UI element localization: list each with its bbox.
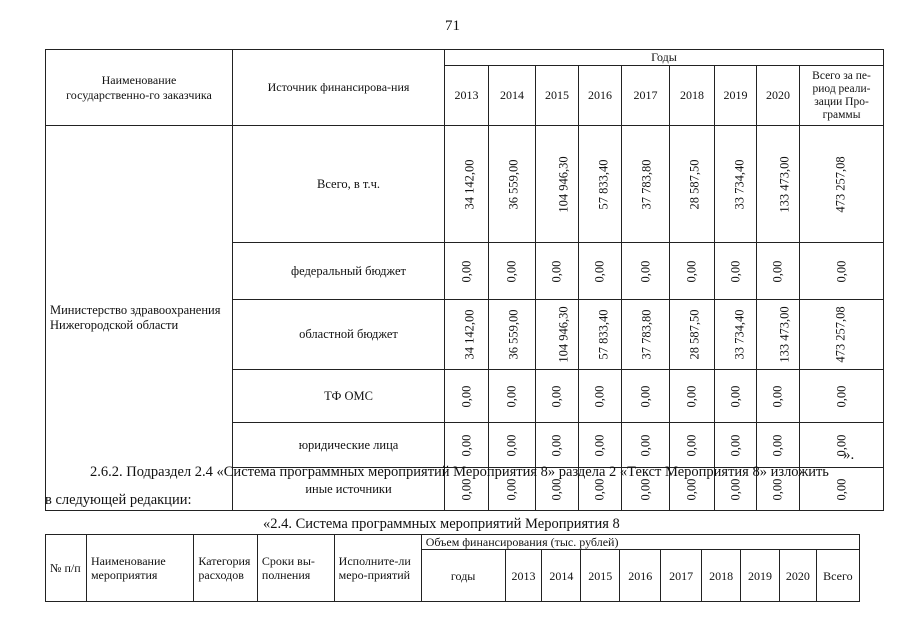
value-text: 473 257,08 <box>834 306 848 363</box>
value-cell <box>757 300 800 370</box>
value-text: 133 473,00 <box>777 306 792 363</box>
value-text: 28 587,50 <box>687 159 702 209</box>
paragraph-line2: в следующей редакции: <box>45 492 192 508</box>
source-cell: юридические лица <box>233 423 445 468</box>
value-text: 0,00 <box>459 260 473 282</box>
customer-name: Министерство здравоохранения Нижегородской области <box>46 126 233 511</box>
header-source: Источник финансирова-ния <box>233 50 445 126</box>
value-text: 36 559,00 <box>506 159 521 209</box>
header-terms: Сроки вы-полнения <box>257 535 334 602</box>
value-cell <box>670 300 715 370</box>
value-text: 0,00 <box>504 385 519 407</box>
value-cell <box>445 300 489 370</box>
value-cell <box>622 126 670 243</box>
value-cell <box>757 423 800 468</box>
header-total: Всего <box>816 550 859 602</box>
header-executors: Исполните-ли меро-приятий <box>334 535 421 602</box>
measures-table <box>45 534 860 602</box>
value-text: 37 783,80 <box>639 309 654 360</box>
header-year: 2018 <box>670 66 715 126</box>
header-year: 2020 <box>757 66 800 126</box>
header-years-col: годы <box>421 550 505 602</box>
value-text: 0,00 <box>638 434 652 456</box>
value-cell <box>622 243 670 300</box>
value-text: 0,00 <box>728 478 742 500</box>
value-cell <box>715 300 757 370</box>
value-text: 104 946,30 <box>556 155 571 213</box>
header-year: 2019 <box>715 66 757 126</box>
value-text: 0,00 <box>592 434 607 456</box>
value-text: 0,00 <box>834 478 848 500</box>
value-cell <box>579 243 622 300</box>
header-year: 2018 <box>702 550 741 602</box>
value-cell <box>489 423 536 468</box>
header-category: Категория расходов <box>194 535 257 602</box>
header-name: Наименование мероприятия <box>86 535 193 602</box>
value-text: 0,00 <box>770 260 785 282</box>
header-year: 2014 <box>489 66 536 126</box>
value-text: 0,00 <box>459 478 473 500</box>
value-cell <box>445 370 489 423</box>
value-text: 0,00 <box>592 260 607 282</box>
value-text: 0,00 <box>770 385 785 407</box>
header-years-label: Годы <box>445 50 884 66</box>
paragraph-line1: 2.6.2. Подраздел 2.4 «Система программных мероприятий Мероприятия 8» раздела 2 «Текст Мероприятия 8» изложить <box>90 464 829 480</box>
header-funding: Объем финансирования (тыс. рублей) <box>421 535 859 550</box>
value-text: 0,00 <box>834 434 848 456</box>
value-text: 34 142,00 <box>462 309 477 360</box>
value-cell <box>489 126 536 243</box>
value-cell <box>579 126 622 243</box>
header-total: Всего за пе-риод реали-зации Про-граммы <box>800 66 884 126</box>
value-text: 0,00 <box>770 434 785 456</box>
value-text: 0,00 <box>684 478 699 500</box>
value-text: 57 833,40 <box>596 309 611 360</box>
value-text: 57 833,40 <box>596 159 611 209</box>
header-year: 2016 <box>620 550 661 602</box>
financing-table <box>45 49 884 511</box>
value-cell <box>800 370 884 423</box>
value-cell <box>489 300 536 370</box>
value-text: 0,00 <box>728 260 742 282</box>
value-text: 0,00 <box>592 478 607 500</box>
table-row <box>46 126 884 243</box>
value-text: 0,00 <box>728 434 742 456</box>
header-year: 2015 <box>581 550 620 602</box>
value-text: 0,00 <box>770 478 785 500</box>
value-text: 0,00 <box>549 434 564 456</box>
source-cell: областной бюджет <box>233 300 445 370</box>
value-text: 0,00 <box>638 260 652 282</box>
value-cell <box>489 243 536 300</box>
header-customer: Наименование государственно-го заказчика <box>46 50 233 126</box>
value-text: 0,00 <box>728 385 742 407</box>
value-text: 28 587,50 <box>687 309 702 360</box>
value-cell <box>670 423 715 468</box>
value-cell <box>800 423 884 468</box>
value-text: 0,00 <box>504 260 519 282</box>
value-cell <box>757 126 800 243</box>
value-text: 0,00 <box>504 434 519 456</box>
value-text: 33 734,40 <box>732 159 747 209</box>
value-text: 0,00 <box>834 385 848 407</box>
value-text: 104 946,30 <box>556 306 571 363</box>
value-cell <box>800 243 884 300</box>
source-cell: иные источники <box>233 468 445 511</box>
value-text: 0,00 <box>549 478 564 500</box>
value-text: 34 142,00 <box>462 159 477 209</box>
value-text: 0,00 <box>684 385 699 407</box>
value-cell <box>670 243 715 300</box>
value-text: 0,00 <box>592 385 607 407</box>
value-cell <box>445 243 489 300</box>
closing-quote: ». <box>843 447 855 463</box>
value-cell <box>536 243 579 300</box>
source-cell: ТФ ОМС <box>233 370 445 423</box>
value-cell <box>536 126 579 243</box>
header-year: 2017 <box>661 550 702 602</box>
value-cell <box>536 423 579 468</box>
header-year: 2019 <box>741 550 780 602</box>
value-cell <box>622 423 670 468</box>
header-year: 2013 <box>445 66 489 126</box>
value-text: 0,00 <box>459 385 473 407</box>
value-cell <box>757 370 800 423</box>
value-text: 37 783,80 <box>639 159 654 209</box>
value-cell <box>670 370 715 423</box>
value-cell <box>445 423 489 468</box>
section-title: «2.4. Система программных мероприятий Мероприятия 8 <box>263 516 620 532</box>
value-text: 0,00 <box>549 385 564 407</box>
value-cell <box>579 300 622 370</box>
value-cell <box>445 126 489 243</box>
value-text: 0,00 <box>638 385 652 407</box>
value-cell <box>622 370 670 423</box>
value-text: 0,00 <box>638 478 652 500</box>
header-year: 2016 <box>579 66 622 126</box>
value-cell <box>800 300 884 370</box>
page-number: 71 <box>445 18 460 34</box>
value-text: 33 734,40 <box>732 309 747 360</box>
value-text: 0,00 <box>504 478 519 500</box>
header-year: 2014 <box>542 550 581 602</box>
value-cell <box>622 300 670 370</box>
value-text: 0,00 <box>459 434 473 456</box>
value-text: 473 257,08 <box>834 155 848 213</box>
source-cell: федеральный бюджет <box>233 243 445 300</box>
value-text: 133 473,00 <box>777 155 792 213</box>
header-num: № п/п <box>46 535 87 602</box>
value-text: 0,00 <box>684 260 699 282</box>
value-cell <box>579 370 622 423</box>
value-cell <box>715 423 757 468</box>
value-cell <box>670 126 715 243</box>
header-year: 2015 <box>536 66 579 126</box>
value-cell <box>715 243 757 300</box>
value-text: 0,00 <box>549 260 564 282</box>
source-cell: Всего, в т.ч. <box>233 126 445 243</box>
value-cell <box>757 243 800 300</box>
value-cell <box>800 126 884 243</box>
value-cell <box>715 126 757 243</box>
value-text: 0,00 <box>684 434 699 456</box>
value-cell <box>536 370 579 423</box>
header-year: 2020 <box>779 550 816 602</box>
value-cell <box>536 300 579 370</box>
header-year: 2017 <box>622 66 670 126</box>
value-text: 0,00 <box>834 260 848 282</box>
value-cell <box>489 370 536 423</box>
value-text: 36 559,00 <box>506 309 521 360</box>
header-year: 2013 <box>505 550 542 602</box>
value-cell <box>715 370 757 423</box>
value-cell <box>579 423 622 468</box>
